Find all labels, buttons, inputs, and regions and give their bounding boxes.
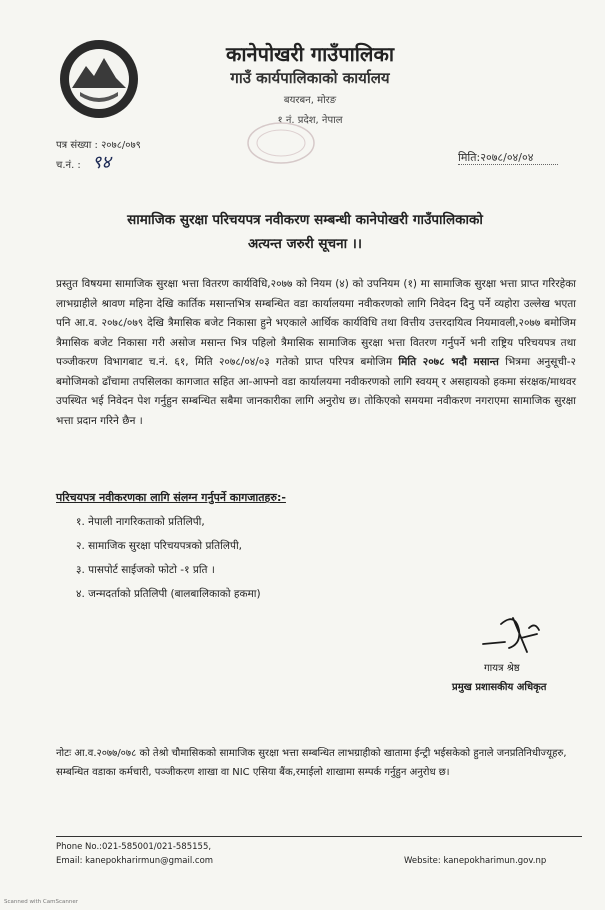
office-name: गाउँ कार्यपालिकाको कार्यालय bbox=[230, 69, 390, 87]
body-part-2: भित्रमा अनुसूची-२ बमोजिमको ढाँचामा तपसिलका कागजात सहित आ-आफ्नो वडा कार्यालयमा नवीकरणको लागि स्वयम् र असहायको हकमा संरक्षक/माथवर उपस्थित भई निवेदन पेश गर्नुहुन सम्बन्धित सबैमा जानकारीका लागि अनुरोध छ। तोकिएको समयमा नवीकरण नगराएमा सामाजिक सुरक्षा भत्ता प्रदान गरिने छैन । bbox=[56, 356, 576, 427]
dispatch-label: च.नं. : bbox=[56, 160, 81, 171]
documents-heading: परिचयपत्र नवीकरणका लागि संलग्न गर्नुपर्ने कागजातहरु:- bbox=[56, 491, 286, 504]
signatory-title: प्रमुख प्रशासकीय अधिकृत bbox=[452, 682, 547, 693]
letter-date: मिति:२०७८/०४/०४ bbox=[458, 151, 534, 164]
nepal-emblem-logo bbox=[58, 38, 140, 120]
notice-title bbox=[70, 208, 540, 256]
footer-email: Email: kanepokharirmun@gmail.com bbox=[56, 856, 214, 866]
deadline-highlight: मिति २०७८ भदौ मसान्त bbox=[398, 356, 499, 368]
document-item: ३. पासपोर्ट साईजको फोटो -१ प्रति । bbox=[76, 564, 215, 576]
body-part-1: प्रस्तुत विषयमा सामाजिक सुरक्षा भत्ता वितरण कार्यविधि,२०७७ को नियम (४) को उपनियम (१) मा सामाजिक सुरक्षा भत्ता प्राप्त गरिरहेका लाभग्राहीले श्रावण महिना देखि कार्तिक मसान्तभित्र सम्बन्धित वडा कार्यालयमा नवीकरणको लागि निवेदन दिनु पर्ने व्यहोरा उल्लेख भएता पनि आ.व. २०७८/०७९ देखि त्रैमासिक बजेट निकासा हुने भएकाले आर्थिक कार्यविधि तथा वित्तीय उत्तरदायित्व नियमावली,२०७७ बमोजिम त्रैमासिक बजेट निकासा गरी असोज मसान्त भित्र पहिलो त्रैमासिक सामाजिक सुरक्षा भत्ता वितरण गर्नुपर्ने भनी राष्ट्रिय परिचयपत्र तथा पञ्जीकरण विभागबाट च.नं. ६१, मिति २०७८/०४/०३ गतेको प्राप्त परिपत्र बमोजिम bbox=[56, 278, 576, 368]
date-underline bbox=[458, 164, 558, 165]
notice-title-line2: अत्यन्त जरुरी सूचना ।। bbox=[247, 236, 363, 252]
notice-body bbox=[56, 275, 576, 431]
document-item: १. नेपाली नागरिकताको प्रतिलिपी, bbox=[76, 516, 205, 528]
faded-stamp bbox=[244, 118, 318, 168]
document-item: २. सामाजिक सुरक्षा परिचयपत्रको प्रतिलिपी, bbox=[76, 540, 242, 552]
office-address: बयरबन, मोरङ bbox=[283, 95, 337, 106]
office-province: १ नं. प्रदेश, नेपाल bbox=[277, 115, 343, 126]
organization-name: कानेपोखरी गाउँपालिका bbox=[225, 42, 395, 66]
dispatch-number: ९४ bbox=[92, 152, 111, 173]
notice-title-line1: सामाजिक सुरक्षा परिचयपत्र नवीकरण सम्बन्धी कानेपोखरी गाउँपालिकाको bbox=[127, 212, 483, 228]
handwritten-signature bbox=[475, 608, 545, 658]
footer-website: Website: kanepokharimun.gov.np bbox=[404, 856, 547, 866]
documents-list bbox=[76, 510, 261, 606]
footer-phone: Phone No.:021-585001/021-585155, bbox=[56, 842, 212, 852]
letter-number: पत्र संख्या : २०७८/०७९ bbox=[56, 140, 141, 151]
signatory-name: गायत्र श्रेष्ठ bbox=[484, 663, 520, 674]
footer-divider bbox=[56, 836, 582, 837]
note-paragraph: नोटः आ.व.२०७७/०७८ को तेश्रो चौमासिकको सामाजिक सुरक्षा भत्ता सम्बन्धित लाभग्राहीको खातामा ईन्ट्री भईसकेको हुनाले जनप्रतिनिधीज्यूहरु, सम्बन्धित वडाका कर्मचारी, पञ्जीकरण शाखा वा NIC एसिया बैंक,रमाईलो शाखामा सम्पर्क गर्नुहुन अनुरोध छ। bbox=[56, 748, 567, 778]
document-item: ४. जन्मदर्ताको प्रतिलिपी (बालबालिकाको हकमा) bbox=[76, 588, 261, 600]
scanner-watermark: Scanned with CamScanner bbox=[4, 899, 78, 905]
